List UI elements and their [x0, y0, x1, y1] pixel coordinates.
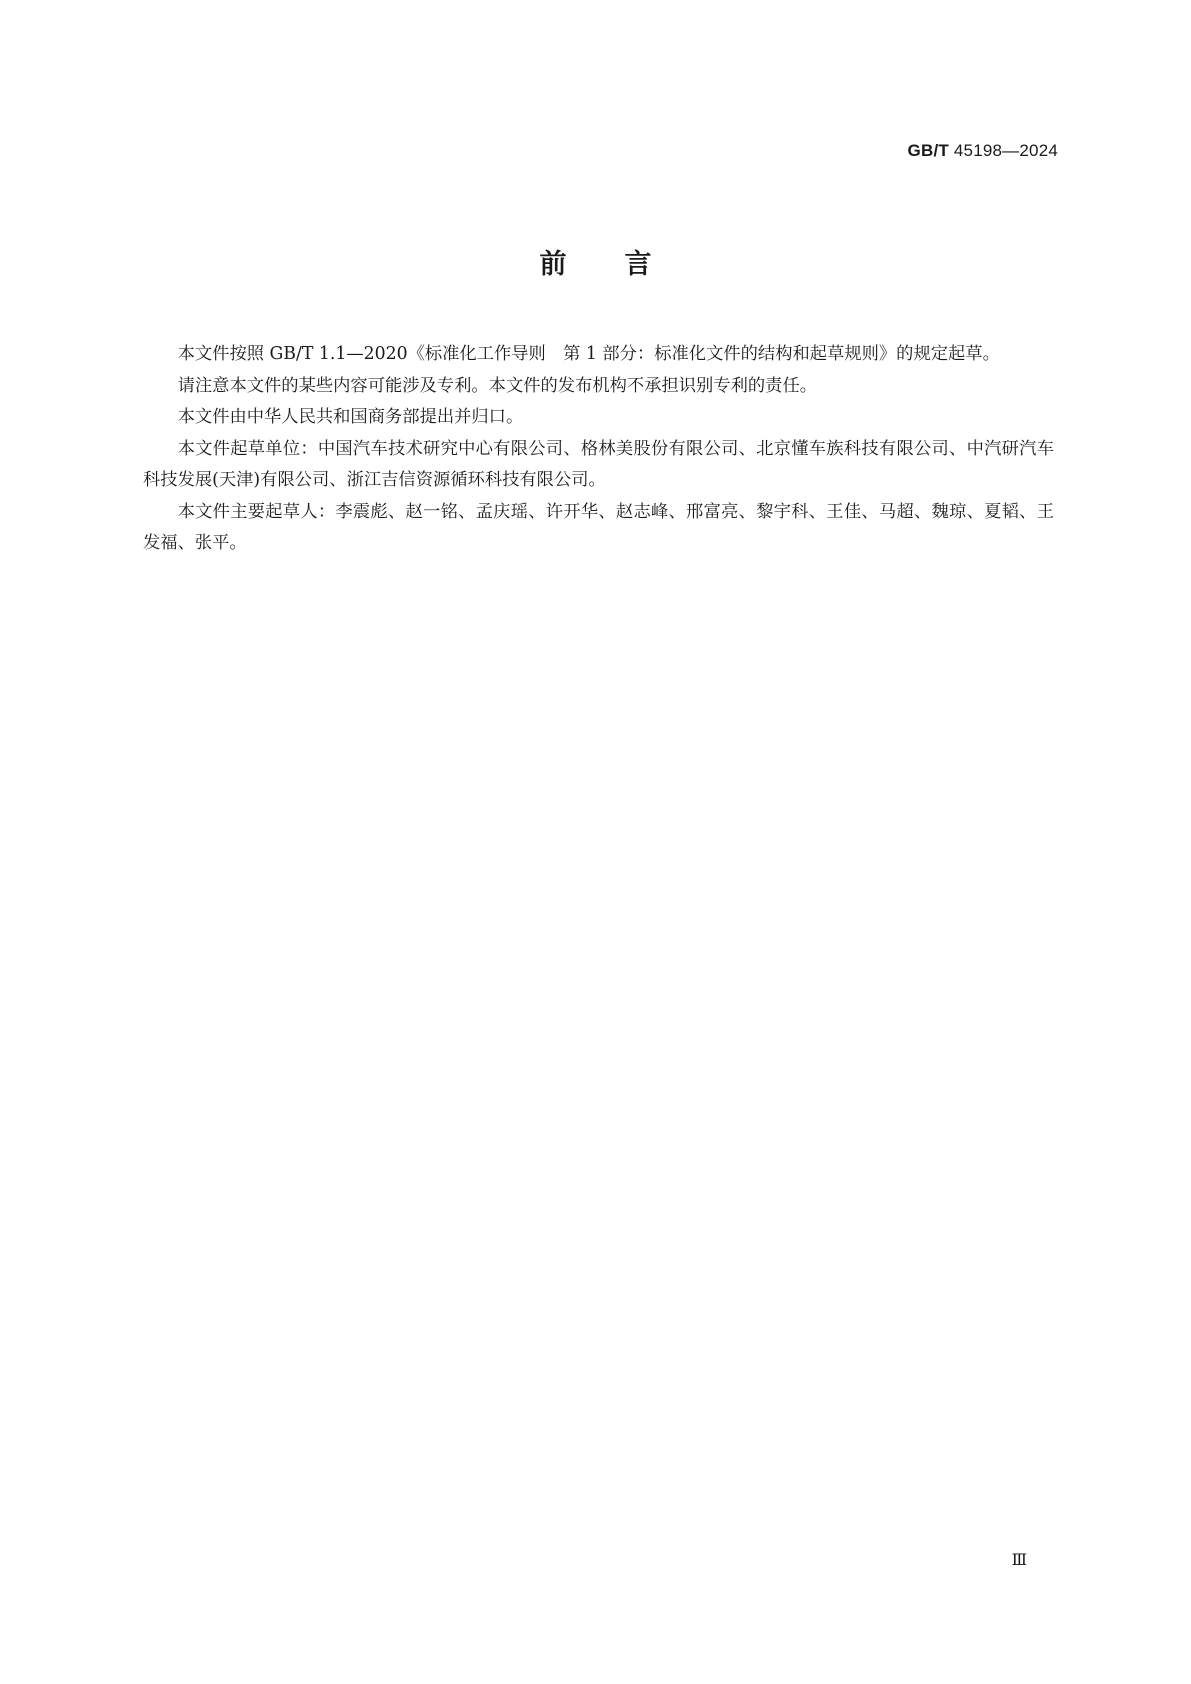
- paragraph-drafting-units: 本文件起草单位：中国汽车技术研究中心有限公司、格林美股份有限公司、北京懂车族科技有限公司、中汽研汽车科技发展(天津)有限公司、浙江吉信资源循环科技有限公司。: [143, 438, 1054, 490]
- paragraph-drafters: 本文件主要起草人：李震彪、赵一铭、孟庆瑶、许开华、赵志峰、邢富亮、黎宇科、王佳、马超、魏琼、夏韬、王发福、张平。: [143, 501, 1054, 553]
- page-number: Ⅲ: [1011, 1550, 1027, 1569]
- standard-code: [908, 141, 1058, 161]
- page-title: 前言: [539, 249, 710, 280]
- paragraph-proposer: 本文件由中华人民共和国商务部提出并归口。: [177, 407, 524, 427]
- foreword-body: [143, 339, 1054, 560]
- paragraph-drafting-rules: 本文件按照 GB/T 1.1—2020《标准化工作导则 第 1 部分：标准化文件的结构和起草规则》的规定起草。: [177, 344, 1000, 364]
- standard-code-number: 45198—2024: [953, 141, 1058, 160]
- paragraph-patent-notice: 请注意本文件的某些内容可能涉及专利。本文件的发布机构不承担识别专利的责任。: [177, 375, 818, 396]
- standard-code-prefix: GB/T: [907, 141, 949, 160]
